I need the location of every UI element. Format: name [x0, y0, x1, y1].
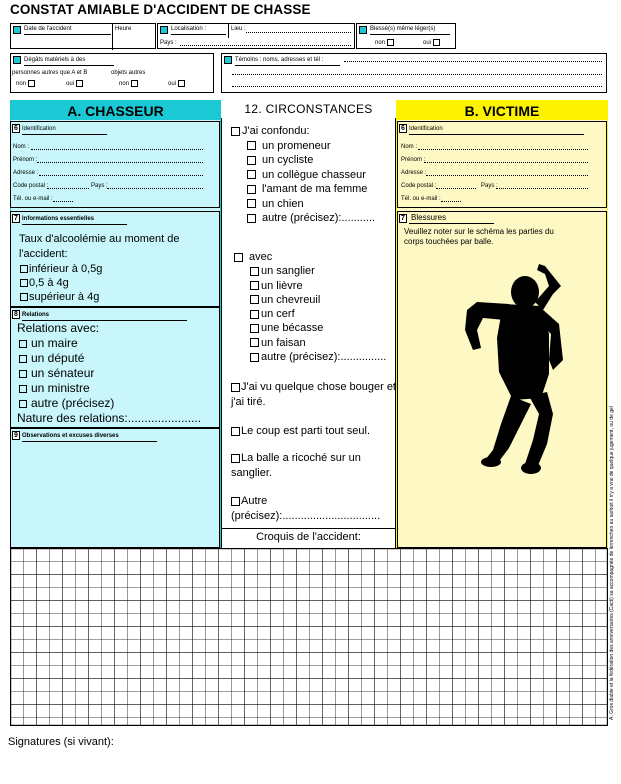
confondu-item[interactable]: un chien	[247, 197, 396, 212]
objets-oui-checkbox[interactable]	[178, 80, 185, 87]
non-label: non	[375, 40, 386, 47]
alcool-option[interactable]: supérieur à 4g	[20, 290, 102, 304]
avec-item[interactable]: un faisan	[250, 336, 394, 350]
avec-item[interactable]: un sanglier	[250, 264, 394, 278]
circonstances-header: 12. CIRCONSTANCES	[244, 102, 373, 116]
section-number: 7	[12, 214, 20, 223]
blesses-label: Blessé(s) même léger(s)	[370, 26, 436, 32]
identification-label: Identification	[22, 126, 56, 132]
coup-option[interactable]: Le coup est parti tout seul.	[231, 424, 396, 439]
tel-label: Tél. ou e-mail :	[13, 196, 53, 202]
chasseur-identification[interactable]	[10, 121, 220, 208]
lieu-label: Lieu :	[231, 26, 246, 32]
alcool-text: Taux d'alcoolémie au moment de l'accident:	[19, 233, 180, 260]
alcool-option[interactable]: 0,5 à 4g	[20, 276, 102, 290]
objets-label: objets autres	[111, 70, 146, 76]
date-label: Date de l'accident	[24, 26, 72, 32]
oui-label: oui	[66, 81, 75, 88]
blesses-box[interactable]	[356, 23, 456, 49]
pays-label: Pays :	[160, 40, 177, 46]
adresse-label: Adresse :	[401, 170, 427, 176]
relations-intro: Relations avec:	[17, 321, 100, 335]
degats-box[interactable]	[10, 53, 214, 93]
chasseur-observations[interactable]	[10, 428, 220, 548]
oui-label: oui	[168, 81, 177, 88]
adresse-label: Adresse :	[13, 170, 39, 176]
bouger-option[interactable]: J'ai vu quelque chose bouger et j'ai tiré.	[231, 381, 396, 408]
relation-option[interactable]: un député	[19, 351, 114, 366]
personnes-label: personnes autres que A et B	[12, 70, 88, 76]
side-legal-text: A. Gros diable et la fédération des anniversaires (Cacti) sa accompagnée de lerrenchen au sarboit il n'y a vrai de quelque jugement, ou de gel	[609, 406, 615, 720]
relation-option[interactable]: autre (précisez)	[19, 396, 114, 411]
informations-label: Informations essentielles	[22, 216, 95, 222]
section-number: 6	[399, 124, 407, 133]
confondu-item[interactable]: autre (précisez):...........	[247, 211, 396, 226]
nom-label: Nom :	[401, 144, 418, 150]
section-number: 7	[399, 214, 407, 223]
avec-item[interactable]: une bécasse	[250, 321, 394, 335]
autre-option[interactable]: Autre (précisez):................................	[231, 495, 381, 522]
section-marker	[160, 26, 168, 34]
ricoche-option[interactable]: La balle a ricoché sur un sanglier.	[231, 452, 361, 479]
relations-label: Relations	[22, 312, 50, 318]
relations-nature[interactable]: Nature des relations:......................	[17, 411, 202, 425]
localisation-box[interactable]	[157, 23, 355, 49]
section-number: 8	[12, 310, 20, 319]
avec-option[interactable]: avec	[234, 250, 394, 264]
victime-identification[interactable]	[397, 121, 607, 208]
chasseur-informations[interactable]	[10, 211, 220, 307]
avec-item[interactable]: autre (précisez):...............	[250, 350, 394, 364]
objets-non-checkbox[interactable]	[131, 80, 138, 87]
chasseur-relations[interactable]	[10, 307, 220, 428]
confondu-item[interactable]: un collègue chasseur	[247, 168, 396, 183]
confondu-item[interactable]: un cycliste	[247, 153, 396, 168]
avec-item[interactable]: un cerf	[250, 307, 394, 321]
avec-item[interactable]: un chevreuil	[250, 293, 394, 307]
confondu-item[interactable]: un promeneur	[247, 139, 396, 154]
nom-label: Nom :	[13, 144, 30, 150]
localisation-label: Localisation :	[171, 26, 207, 32]
victime-blessures[interactable]	[397, 211, 607, 548]
body-silhouette-icon[interactable]	[453, 264, 573, 484]
section-marker	[13, 26, 21, 34]
non-label: non	[119, 81, 130, 88]
section-marker	[359, 26, 367, 34]
victime-header: B. VICTIME	[396, 100, 608, 120]
avec-item[interactable]: un lièvre	[250, 279, 394, 293]
personnes-oui-checkbox[interactable]	[76, 80, 83, 87]
chasseur-header: A. CHASSEUR	[10, 100, 221, 120]
tel-label: Tél. ou e-mail :	[401, 196, 441, 202]
confondu-item[interactable]: l'amant de ma femme	[247, 182, 396, 197]
identification-label: Identification	[409, 126, 443, 132]
prenom-label: Prénom :	[13, 157, 38, 163]
croquis-grid[interactable]	[10, 548, 608, 726]
personnes-non-checkbox[interactable]	[28, 80, 35, 87]
relation-option[interactable]: un sénateur	[19, 366, 114, 381]
page-title: CONSTAT AMIABLE D'ACCIDENT DE CHASSE	[10, 2, 311, 17]
section-marker	[13, 56, 21, 64]
section-number: 6	[12, 124, 20, 133]
code-postal-label: Code postal :	[401, 183, 437, 189]
heure-label: Heure	[115, 26, 132, 32]
section-marker	[224, 56, 232, 64]
section-number: 9	[12, 431, 20, 440]
temoins-label: Témoins : noms, adresses et tél :	[235, 57, 324, 63]
blessures-label: Blessures	[411, 213, 447, 222]
non-checkbox[interactable]	[387, 39, 394, 46]
non-label: non	[16, 81, 27, 88]
pays-label: Pays :	[481, 183, 498, 189]
date-heure-box[interactable]	[10, 23, 156, 49]
blessures-instructions: Veuillez noter sur le schéma les parties du corps touchées par balle.	[404, 227, 554, 246]
degats-label: Dégâts matériels à des	[24, 57, 86, 63]
pays-label: Pays :	[91, 183, 108, 189]
croquis-label: Croquis de l'accident:	[256, 531, 361, 543]
code-postal-label: Code postal :	[13, 183, 49, 189]
oui-label: oui	[423, 40, 432, 47]
alcool-option[interactable]: inférieur à 0,5g	[20, 262, 102, 276]
temoins-box[interactable]	[221, 53, 607, 93]
prenom-label: Prénom :	[401, 157, 426, 163]
signatures-label[interactable]: Signatures (si vivant):	[8, 736, 114, 748]
confondu-option[interactable]: J'ai confondu:	[231, 124, 396, 139]
oui-checkbox[interactable]	[433, 39, 440, 46]
observations-label: Observations et excuses diverses	[22, 433, 119, 439]
relation-option[interactable]: un maire	[19, 336, 114, 351]
relation-option[interactable]: un ministre	[19, 381, 114, 396]
